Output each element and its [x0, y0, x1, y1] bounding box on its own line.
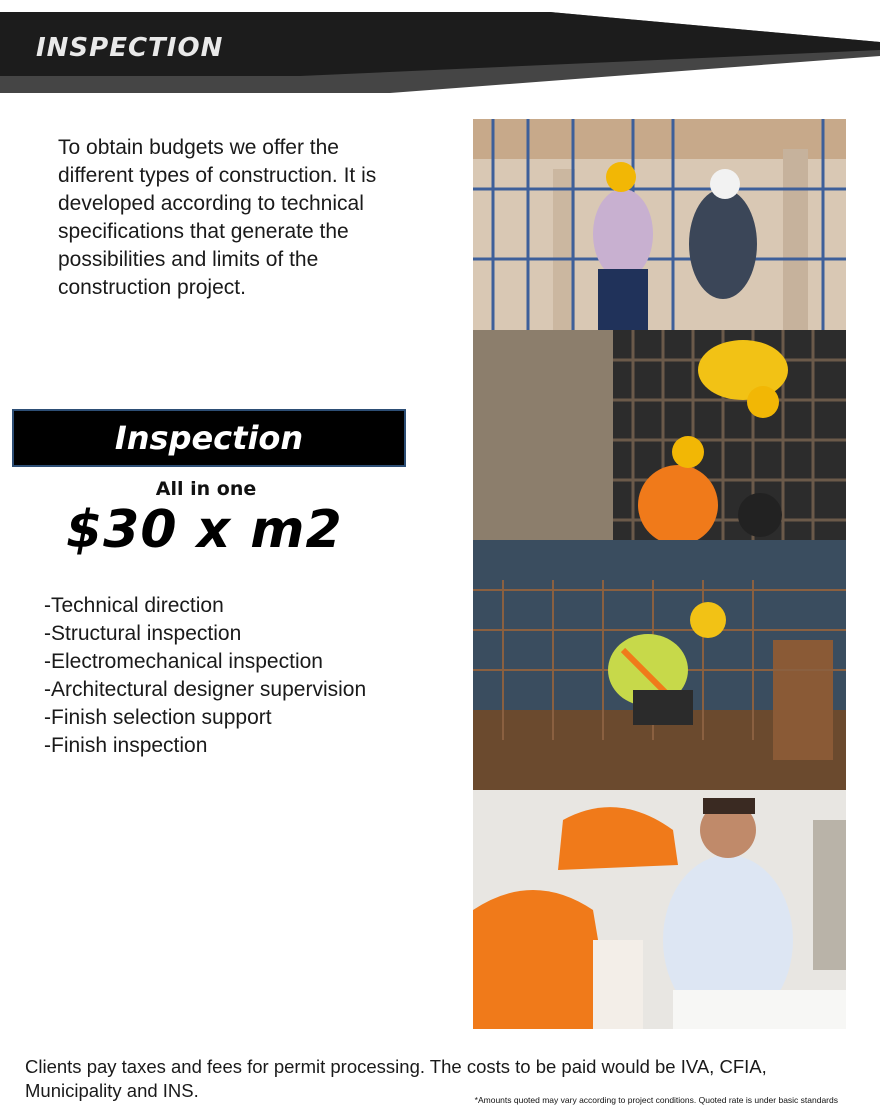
photo-worker-rebar-structure	[473, 540, 846, 790]
disclaimer: *Amounts quoted may vary according to project conditions. Quoted rate is under basic standards	[474, 1095, 838, 1105]
page-title: INSPECTION	[36, 33, 224, 63]
intro-paragraph: To obtain budgets we offer the different types of construction. It is developed according to technical specifications that generate the possibilities and limits of the construction project.	[58, 136, 377, 299]
service-item: -Technical direction	[44, 594, 224, 617]
package-subtitle: All in one	[155, 478, 257, 500]
service-item: -Finish selection support	[44, 706, 272, 729]
package-title: Inspection	[114, 419, 304, 457]
service-item: -Structural inspection	[44, 622, 242, 645]
photo-team-reviewing-plans	[473, 790, 846, 1029]
package-title-box	[12, 409, 406, 467]
footer-note: Clients pay taxes and fees for permit processing. The costs to be paid would be IVA, CFIA, Municipality and INS.	[25, 1056, 767, 1101]
photo-engineers-scaffolding	[473, 119, 846, 330]
service-item: -Finish inspection	[44, 734, 208, 757]
photo-rebar-workers	[473, 330, 846, 540]
package-price: $30 x m2	[66, 500, 343, 560]
services-list	[44, 592, 366, 760]
header-banner	[0, 0, 880, 100]
service-item: -Electromechanical inspection	[44, 650, 323, 673]
service-item: -Architectural designer supervision	[44, 678, 367, 701]
